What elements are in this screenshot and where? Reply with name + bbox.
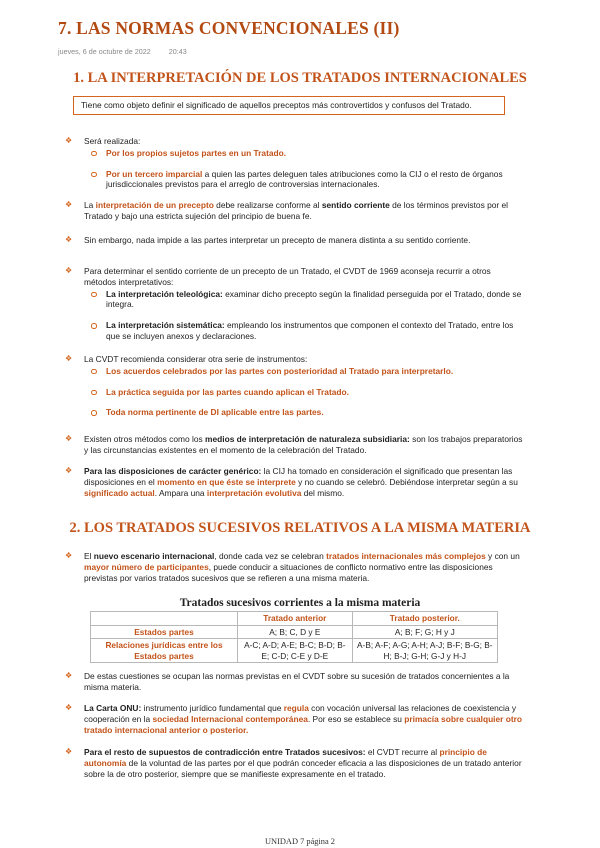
highlight: regula — [283, 703, 309, 713]
circle-bullet-icon — [91, 390, 97, 396]
sub-item — [91, 387, 523, 398]
highlight: sociedad Internacional contemporánea — [152, 713, 308, 724]
bold-text: La interpretación sistemática: — [106, 320, 225, 331]
text: de la voluntad de las partes por el que podrán conceder eficacia a las disposiciones de un tratado anterior sobre la de otro posterior, siempre que se manifieste expresamente en el tratado. — [84, 757, 522, 779]
text: y no cuando se celebró. Debiéndose interpretar según a su — [295, 476, 518, 487]
sub-text: Toda norma pertinente de DI aplicable entre las partes. — [106, 407, 324, 418]
page-time: 20:43 — [168, 47, 187, 56]
diamond-bullet-icon: ❖ — [65, 466, 73, 475]
diamond-bullet-icon: ❖ — [65, 747, 73, 756]
circle-bullet-icon — [91, 369, 97, 375]
diamond-bullet-icon: ❖ — [65, 235, 73, 244]
text: con vocación universal las relaciones de coexistencia y cooperación en la — [84, 703, 517, 724]
table-row — [91, 639, 498, 663]
bold-text: nuevo escenario internacional — [93, 551, 215, 561]
table-header-cell: Tratado posterior. — [352, 612, 497, 626]
text: son los trabajos preparatorios y las circunstancias existentes en el momento de la celebración del Tratado. — [84, 434, 523, 455]
table-cell: A-B; A-F; A-G; A-H; A-J; B-F; B-G; B-H; B-J; G-H; G-J y H-J — [352, 639, 497, 663]
diamond-bullet-icon: ❖ — [65, 703, 73, 712]
diamond-bullet-icon: ❖ — [65, 354, 73, 363]
page-footer: UNIDAD 7 página 2 — [264, 837, 335, 846]
highlight: Por un tercero imparcial — [106, 168, 203, 179]
sub-item — [91, 169, 523, 191]
table-cell: A-C; A-D; A-E; B-C; B-D; B-E; C-D; C-E y D-E — [238, 639, 353, 663]
table-row — [91, 625, 498, 639]
sub-text: empleando los instrumentos que componen el contexto del Tratado, entre los que se incluyen anexos y declaraciones. — [106, 320, 514, 341]
table-header-cell — [91, 612, 238, 626]
bold-text: medios de interpretación de naturaleza subsidiaria: — [205, 434, 410, 444]
text: de los términos previstos por el Tratado y bajo una estricta sujeción del principio de buena fe. — [84, 200, 509, 221]
bullet-subsidiaria — [65, 434, 523, 456]
diamond-bullet-icon: ❖ — [65, 200, 73, 209]
highlight: interpretación evolutiva — [206, 487, 302, 498]
circle-bullet-icon — [91, 410, 97, 416]
page-date: jueves, 6 de octubre de 2022 — [58, 47, 151, 56]
sub-text: Por los propios sujetos partes en un Tratado. — [106, 147, 287, 158]
highlight: interpretación de un precepto — [95, 200, 214, 210]
text: Existen otros métodos como los — [84, 434, 206, 444]
bullet-text: Sin embargo, nada impide a las partes interpretar un precepto de manera distinta a su sentido corriente. — [84, 235, 471, 245]
text: . Ampara una — [154, 487, 207, 498]
bullet-lead: La CVDT recomienda considerar otra serie de instrumentos: — [84, 354, 308, 364]
sub-text: Los acuerdos celebrados por las partes con posterioridad al Tratado para interpretarlo. — [106, 365, 454, 376]
bullet-cvdt — [65, 671, 523, 693]
diamond-bullet-icon: ❖ — [65, 136, 73, 145]
table-row-label: Relaciones jurídicas entre los Estados partes — [91, 639, 238, 663]
section1-heading: 1. LA INTERPRETACIÓN DE LOS TRATADOS INTERNACIONALES — [73, 70, 527, 86]
circle-bullet-icon — [91, 292, 97, 298]
bullet-realizada — [65, 136, 523, 190]
bold-text: Para las disposiciones de carácter genérico: — [84, 466, 262, 476]
bold-text: sentido corriente — [321, 200, 390, 210]
sub-text: examinar dicho precepto según la finalidad perseguida por el Tratado, donde se integra. — [106, 288, 522, 310]
text: , puede conducir a situaciones de conflicto normativo entre las disposiciones previstas por varios tratados sucesivos que se refieren a una misma materia. — [84, 561, 493, 583]
sub-item — [91, 407, 523, 418]
bullet-text: De estas cuestiones se ocupan las normas previstas en el CVDT sobre su sucesión de tratados concernientes a la misma materia. — [84, 671, 510, 692]
highlight: momento en que éste se interprete — [157, 476, 296, 487]
diamond-bullet-icon: ❖ — [65, 266, 73, 275]
bullet-lead: Será realizada: — [84, 136, 141, 146]
bullet-escenario — [65, 551, 523, 583]
text: . Por eso se establece su — [307, 713, 405, 724]
highlight: mayor número de participantes — [84, 561, 209, 572]
section2-heading: 2. LOS TRATADOS SUCESIVOS RELATIVOS A LA MISMA MATERIA — [69, 520, 531, 536]
circle-bullet-icon — [91, 151, 97, 157]
diamond-bullet-icon: ❖ — [65, 551, 73, 560]
page-title: 7. LAS NORMAS CONVENCIONALES (II) — [58, 18, 400, 38]
circle-bullet-icon — [91, 172, 97, 178]
diamond-bullet-icon: ❖ — [65, 434, 73, 443]
highlight: principio de autonomía — [84, 747, 487, 768]
text: del mismo. — [301, 487, 345, 498]
text: La — [84, 200, 96, 210]
bullet-interpretacion — [65, 200, 523, 222]
table-header-row — [91, 612, 498, 626]
bullet-generico — [65, 466, 523, 498]
page-meta — [58, 47, 203, 56]
text: instrumento jurídico fundamental que — [141, 703, 284, 713]
text: debe realizarse conforme al — [213, 200, 322, 210]
table-row-label: Estados partes — [91, 625, 238, 639]
bullet-carta-onu — [65, 703, 523, 735]
text: El — [84, 551, 94, 561]
sub-item — [91, 289, 523, 311]
table-header-cell: Tratado anterior — [238, 612, 353, 626]
highlight: primacía sobre cualquier otro tratado internacional anterior o posterior. — [84, 713, 523, 735]
highlight: significado actual — [84, 487, 155, 498]
highlight: tratados internacionales más complejos — [326, 551, 486, 561]
treaties-table — [90, 611, 498, 663]
circle-bullet-icon — [91, 323, 97, 329]
sub-item — [91, 148, 523, 159]
table-cell: A; B; F; G; H y J — [352, 625, 497, 639]
bold-text: La interpretación teleológica: — [106, 288, 223, 299]
bullet-instrumentos — [65, 354, 523, 418]
sub-item — [91, 366, 523, 377]
bullet-autonomia — [65, 747, 523, 779]
sub-text: La práctica seguida por las partes cuando aplican el Tratado. — [106, 386, 349, 397]
table-cell: A; B; C, D y E — [238, 625, 353, 639]
bullet-lead: Para determinar el sentido corriente de un precepto de un Tratado, el CVDT de 1969 aconseja recurrir a otros métodos interpretativos: — [84, 266, 491, 287]
table-title: Tratados sucesivos corrientes a la misma materia — [179, 597, 421, 609]
bold-text: Para el resto de supuestos de contradicción entre Tratados sucesivos: — [84, 747, 366, 757]
sub-text: a quien las partes deleguen tales atribuciones como la CIJ o el resto de órganos jurisdiccionales previstos para el arreglo de controversias internacionales. — [106, 168, 503, 190]
sub-item — [91, 320, 523, 342]
text: y con un — [485, 551, 520, 561]
text: , donde cada vez se celebran — [214, 551, 327, 561]
text: la CIJ ha tomado en consideración el significado que presentan las disposiciones en el — [84, 466, 513, 487]
bullet-sin-embargo — [65, 235, 523, 246]
bullet-metodos — [65, 266, 523, 342]
text: el CVDT recurre al — [365, 747, 440, 757]
definition-box: Tiene como objeto definir el significado de aquellos preceptos más controvertidos y confusos del Tratado. — [73, 96, 505, 115]
diamond-bullet-icon: ❖ — [65, 671, 73, 680]
bold-text: La Carta ONU: — [84, 703, 142, 713]
